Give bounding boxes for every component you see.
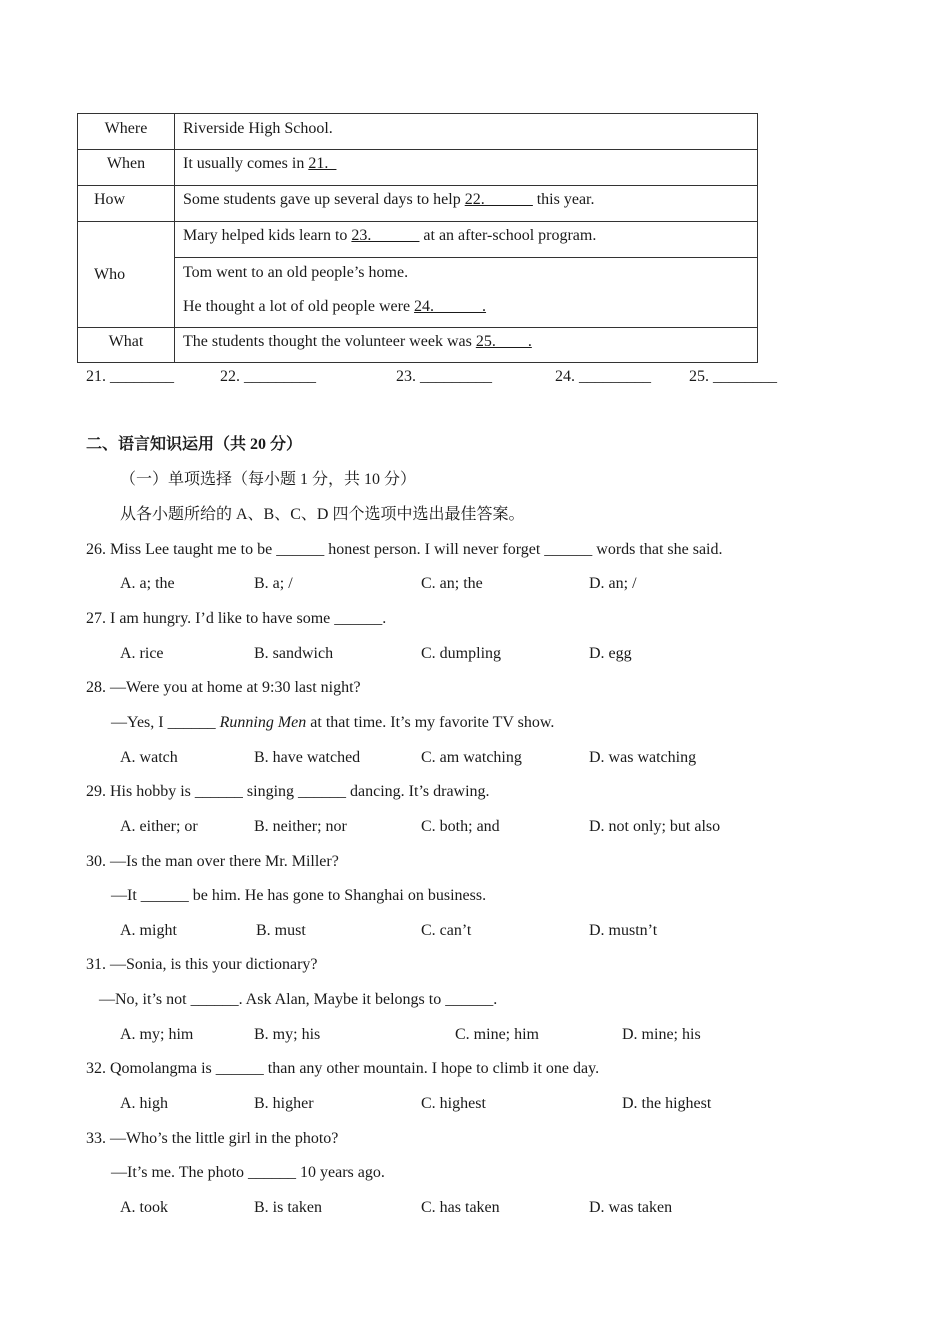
- option-29-c[interactable]: C. both; and: [421, 818, 500, 835]
- row-text: [175, 222, 758, 258]
- option-26-c[interactable]: C. an; the: [421, 575, 483, 592]
- option-28-a[interactable]: A. watch: [120, 749, 178, 766]
- row-line: [183, 297, 749, 317]
- row-text-post: at an after-school program.: [419, 227, 597, 244]
- question-32: 32. Qomolangma is ______ than any other mountain. I hope to climb it one day.: [86, 1060, 600, 1077]
- option-26-a[interactable]: A. a; the: [120, 575, 175, 592]
- option-30-b[interactable]: B. must: [256, 922, 306, 939]
- table-row: [78, 328, 758, 363]
- row-text: Riverside High School.: [175, 114, 758, 150]
- table-row: [78, 150, 758, 186]
- option-27-b[interactable]: B. sandwich: [254, 645, 334, 662]
- section-subtitle: （一）单项选择（每小题 1 分，共 10 分）: [120, 471, 417, 488]
- option-33-c[interactable]: C. has taken: [421, 1199, 500, 1216]
- option-32-b[interactable]: B. higher: [254, 1095, 314, 1112]
- reply-post: at that time. It’s my favorite TV show.: [306, 714, 555, 731]
- option-33-a[interactable]: A. took: [120, 1199, 168, 1216]
- option-31-d[interactable]: D. mine; his: [622, 1026, 701, 1043]
- section-title: 二、语言知识运用（共 20 分）: [86, 436, 303, 453]
- table-row: [78, 222, 758, 258]
- question-27: 27. I am hungry. I’d like to have some ______.: [86, 610, 387, 627]
- row-text-pre: Mary helped kids learn to: [183, 227, 352, 244]
- option-28-d[interactable]: D. was watching: [589, 749, 697, 766]
- question-31: 31. —Sonia, is this your dictionary?: [86, 956, 318, 973]
- option-29-b[interactable]: B. neither; nor: [254, 818, 347, 835]
- question-29: 29. His hobby is ______ singing ______ dancing. It’s drawing.: [86, 783, 490, 800]
- blank-21: 21._: [308, 155, 337, 172]
- option-27-d[interactable]: D. egg: [589, 645, 632, 662]
- option-26-d[interactable]: D. an; /: [589, 575, 637, 592]
- answer-blank-22[interactable]: 22. _________: [220, 368, 316, 385]
- question-30-reply: —It ______ be him. He has gone to Shanghai on business.: [111, 887, 487, 904]
- option-32-a[interactable]: A. high: [120, 1095, 168, 1112]
- info-table: [77, 113, 758, 363]
- row-text-pre: It usually comes in: [183, 155, 309, 172]
- row-text-pre: The students thought the volunteer week was: [183, 333, 476, 350]
- row-text: [175, 258, 758, 328]
- option-32-d[interactable]: D. the highest: [622, 1095, 712, 1112]
- answer-blank-25[interactable]: 25. ________: [689, 368, 777, 385]
- row-text-post: this year.: [532, 191, 595, 208]
- row-label: Where: [78, 114, 175, 150]
- option-33-d[interactable]: D. was taken: [589, 1199, 673, 1216]
- row-text: [175, 328, 758, 363]
- row-text-pre: He thought a lot of old people were: [183, 298, 415, 315]
- row-line: Tom went to an old people’s home.: [183, 264, 409, 281]
- blank-25: 25.____.: [475, 333, 532, 350]
- option-29-a[interactable]: A. either; or: [120, 818, 198, 835]
- answer-blank-24[interactable]: 24. _________: [555, 368, 651, 385]
- row-text: [175, 186, 758, 222]
- row-label: When: [78, 150, 175, 186]
- blank-24: 24.______.: [414, 298, 487, 315]
- option-30-a[interactable]: A. might: [120, 922, 177, 939]
- option-31-c[interactable]: C. mine; him: [455, 1026, 539, 1043]
- question-28: 28. —Were you at home at 9:30 last night?: [86, 679, 361, 696]
- question-30: 30. —Is the man over there Mr. Miller?: [86, 853, 339, 870]
- blank-22: 22.______: [464, 191, 533, 208]
- table-row: [78, 258, 758, 328]
- option-30-c[interactable]: C. can’t: [421, 922, 472, 939]
- option-29-d[interactable]: D. not only; but also: [589, 818, 721, 835]
- blank-23: 23.______: [351, 227, 420, 244]
- option-26-b[interactable]: B. a; /: [254, 575, 293, 592]
- question-33: 33. —Who’s the little girl in the photo?: [86, 1130, 339, 1147]
- question-31-reply: —No, it’s not ______. Ask Alan, Maybe it belongs to ______.: [99, 991, 498, 1008]
- show-title: Running Men: [219, 714, 307, 731]
- option-27-c[interactable]: C. dumpling: [421, 645, 502, 662]
- section-instruction: 从各小题所给的 A、B、C、D 四个选项中选出最佳答案。: [120, 506, 525, 523]
- option-32-c[interactable]: C. highest: [421, 1095, 486, 1112]
- option-28-b[interactable]: B. have watched: [254, 749, 361, 766]
- row-text: [175, 150, 758, 186]
- reply-pre: —Yes, I ______: [111, 714, 220, 731]
- option-30-d[interactable]: D. mustn’t: [589, 922, 658, 939]
- option-31-a[interactable]: A. my; him: [120, 1026, 194, 1043]
- row-label: What: [78, 328, 175, 363]
- question-28-reply: [111, 713, 554, 733]
- answer-blank-21[interactable]: 21. ________: [86, 368, 174, 385]
- question-33-reply: —It’s me. The photo ______ 10 years ago.: [111, 1164, 385, 1181]
- table-row: [78, 114, 758, 150]
- row-label: Who: [78, 222, 175, 328]
- option-28-c[interactable]: C. am watching: [421, 749, 522, 766]
- option-31-b[interactable]: B. my; his: [254, 1026, 321, 1043]
- option-27-a[interactable]: A. rice: [120, 645, 164, 662]
- table-row: [78, 186, 758, 222]
- option-33-b[interactable]: B. is taken: [254, 1199, 322, 1216]
- answer-blank-23[interactable]: 23. _________: [396, 368, 492, 385]
- question-26: 26. Miss Lee taught me to be ______ honest person. I will never forget ______ words that she said.: [86, 541, 723, 558]
- row-text-pre: Some students gave up several days to help: [183, 191, 465, 208]
- row-label: How: [78, 186, 175, 222]
